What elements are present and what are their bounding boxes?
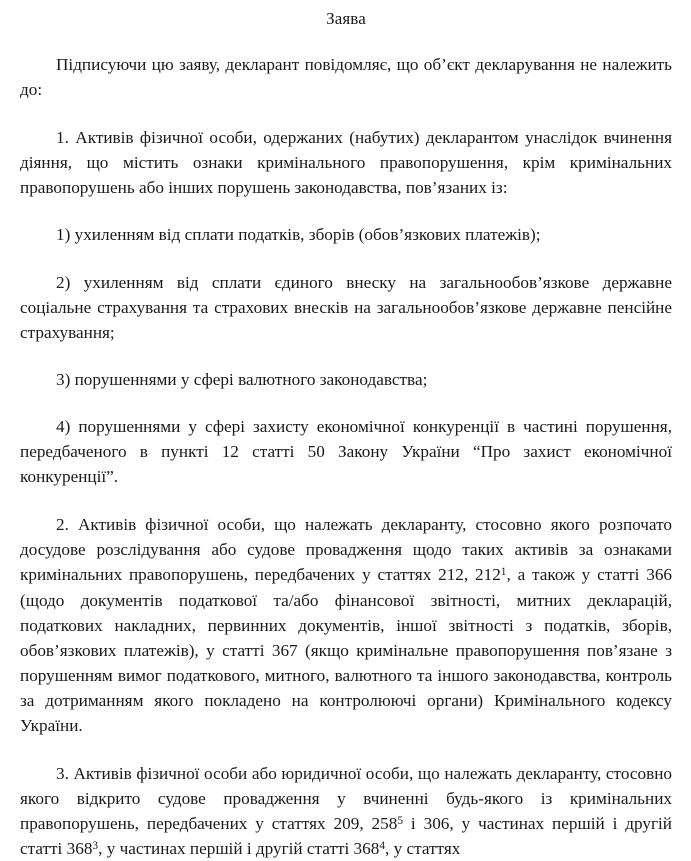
paragraph-intro: Підписуючи цю заяву, декларант повідомляє, що об’єкт декларування не належить до: bbox=[20, 55, 672, 100]
superscript-article-258-5: 5 bbox=[397, 815, 403, 828]
paragraph-item-2-text-b: , а також у статті 366 (щодо документів податкової та/або фінансової звітності, митних декларацій, податкових накладних, первинних документів, іншої звітності з податків, зборів, обов’язкових платежів), у статті 367 (якщо кримінальне правопорушення пов’язане з порушенням вимог податкового, митного, валютного та іншого законодавства, контроль за дотриманням якого покладено на контролюючі органи) Кримінального кодексу України. bbox=[20, 565, 673, 735]
paragraph-item-2-text-a: 2. Активів фізичної особи, що належать декларанту, стосовно якого розпочато досудове розслідування або судове провадження щодо таких активів за ознаками кримінальних правопорушень, передбачених у статтях 212, 212 bbox=[20, 515, 672, 585]
paragraph-item-1-4: 4) порушеннями у сфері захисту економічної конкуренції в частині порушення, передбаченого в пункті 12 статті 50 Закону України “Про захист економічної конкуренції”. bbox=[20, 416, 672, 487]
document-page bbox=[0, 8, 691, 859]
paragraph-item-1: 1. Активів фізичної особи, одержаних (набутих) декларантом унаслідок вчинення діяння, що містить ознаки кримінального правопорушення, крім кримінальних правопорушень або інших порушень законодавства, пов’язаних із: bbox=[20, 128, 672, 198]
paragraph-item-1-3: 3) порушеннями у сфері валютного законодавства; bbox=[56, 369, 428, 389]
superscript-article-368-3: 3 bbox=[92, 840, 99, 853]
paragraph-item-2 bbox=[20, 512, 672, 738]
paragraph-item-3-text-c: , у частинах першій і другій статті 368 bbox=[98, 839, 380, 859]
paragraph-item-1-1: 1) ухиленням від сплати податків, зборів (обов’язкових платежів); bbox=[56, 225, 541, 245]
page-title: Заява bbox=[326, 9, 366, 28]
superscript-article-212-1: 1 bbox=[500, 566, 507, 579]
paragraph-item-1-2: 2) ухиленням від сплати єдиного внеску на загальнообов’язкове державне соціальне страхування та страхових внесків на загальнообов’язкове державне пенсійне страхування; bbox=[20, 272, 672, 342]
paragraph-item-3 bbox=[20, 761, 672, 861]
paragraph-item-3-text-a: 3. Активів фізичної особи або юридичної особи, що належать декларанту, стосовно якого відкрито судове провадження у вчиненні будь-якого із кримінальних правопорушень, передбачених у статтях 209, 258 bbox=[20, 764, 672, 834]
paragraph-item-3-text-b: і 306, у частинах першій і другій статті 368 bbox=[20, 814, 672, 859]
superscript-article-368-4: 4 bbox=[379, 840, 386, 853]
paragraph-item-3-text-d: , у статтях bbox=[385, 839, 461, 859]
